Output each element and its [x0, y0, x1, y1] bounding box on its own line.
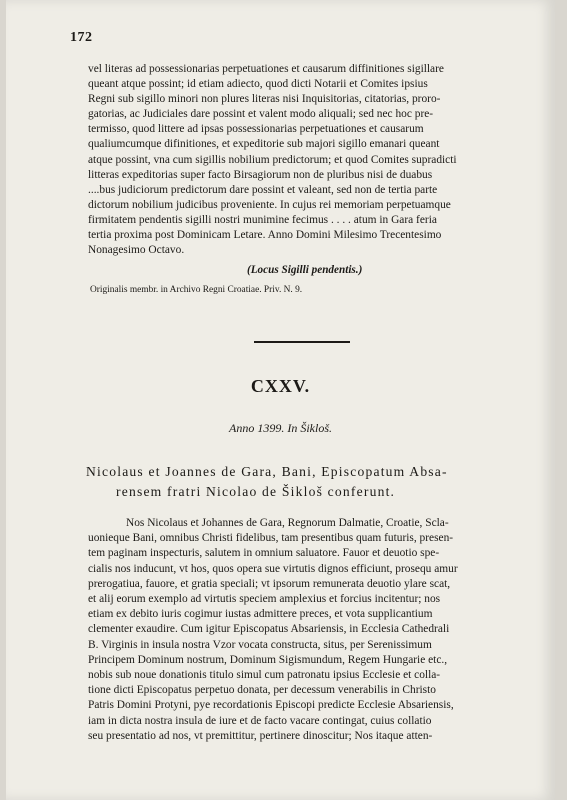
text-line: prerogatiua, fauore, et gratia speciali; vt ipsorum remunerata deuotio ylare scat, [88, 577, 451, 590]
text-line: qualiumcumque difinitiones, et expeditorie sub majori sigillo emanari queant [88, 138, 440, 151]
text-line: etiam ex debito iuris cogimur iustas admittere preces, et vota supplicantium [88, 608, 433, 621]
text-line: atque possint, vna cum sigillis nobilium predictorum; et quod Comites supradicti [88, 153, 457, 166]
text-line: B. Virginis in insula nostra Vzor vocata constructa, situs, per Serenissimum [88, 638, 432, 651]
section-divider [254, 341, 350, 343]
archive-note: Originalis membr. in Archivo Regni Croatiae. Priv. N. 9. [90, 285, 303, 295]
text-line: vel literas ad possessionarias perpetuationes et causarum diffinitiones sigillare [88, 63, 444, 75]
text-line: Nonagesimo Octavo. [88, 244, 185, 257]
charter-regest [86, 462, 526, 502]
charter-number: CXXV. [250, 376, 311, 396]
text-line: cialis nos inducunt, vt hos, quos opera sue virtutis dignos efficiunt, prosequ amur [88, 562, 458, 575]
text-line: clementer exaudire. Cum igitur Episcopatus Absariensis, in Ecclesia Cathedrali [88, 623, 450, 636]
text-line: gatorias, ac Judiciales dare possint et valent modo aliquali; sed nec hoc pre- [88, 108, 434, 121]
text-line: tione dicti Episcopatus perpetuo donata, per decessum venerabilis in Christo [88, 684, 436, 697]
text-line: nobis sub noue donationis titulo simul cum patronatu ipsius Ecclesie et colla- [88, 669, 441, 682]
charter-date: Anno 1399. In Šikloš. [229, 421, 332, 435]
text-line: litteras expeditorias super facto Birsagiorum non de pluribus nisi de duabus [88, 168, 433, 181]
text-line: queant atque possint; id etiam adiecto, quod dicti Notarii et Comites ipsius [88, 78, 428, 91]
text-line: iam in dicta nostra insula de iure et de facto vacare contingat, cuius collatio [88, 714, 432, 727]
text-line: et alij eorum exemplo ad virtutis speciem amplexius et forcius incitentur; nos [88, 593, 441, 606]
text-line: uonieque Bani, omnibus Christi fidelibus, tam presentibus quam futuris, presen- [88, 532, 454, 545]
text-line: ....bus judiciorum predictorum dare possint et valeant, sed non de tertia parte [88, 183, 438, 196]
text-line: Regni sub sigillo minori non plures literas nisi Inquisitorias, citatorias, proro- [88, 93, 441, 106]
text-line: Patris Domini Protyni, pye recordationis Episcopi predicte Ecclesie Absariensis, [88, 699, 454, 712]
text-line: termisso, quod littere ad ipsas possessionarias perpetuationes et causarum [88, 123, 424, 136]
text-line: Nos Nicolaus et Johannes de Gara, Regnorum Dalmatie, Croatie, Scla- [126, 517, 449, 529]
previous-charter-text [88, 62, 518, 258]
regest-line: Nicolaus et Joannes de Gara, Bani, Episcopatum Absa- [86, 464, 448, 479]
regest-line: rensem fratri Nicolao de Šikloš conferunt. [116, 484, 396, 499]
seal-note: (Locus Sigilli pendentis.) [247, 264, 363, 276]
text-line: seu presentatio ad nos, vt premittitur, pertinere dinoscitur; Nos itaque atten- [88, 729, 433, 742]
text-line: tertia proxima post Dominicam Letare. Anno Domini Milesimo Trecentesimo [88, 229, 442, 242]
document-page [6, 0, 555, 800]
charter-body-text [88, 516, 528, 744]
text-line: dictorum nobilium judicibus proveniente. In cujus rei memoriam perpetuamque [88, 198, 451, 211]
text-line: tem paginam inspecturis, salutem in omnium saluatore. Fauor et deuotio spe- [88, 547, 440, 560]
text-line: Principem Dominum nostrum, Dominum Sigismundum, Regem Hungarie etc., [88, 653, 448, 666]
text-line: firmitatem pendentis sigilli nostri munimine fecimus . . . . atum in Gara feria [88, 213, 437, 226]
page-number: 172 [70, 30, 93, 45]
